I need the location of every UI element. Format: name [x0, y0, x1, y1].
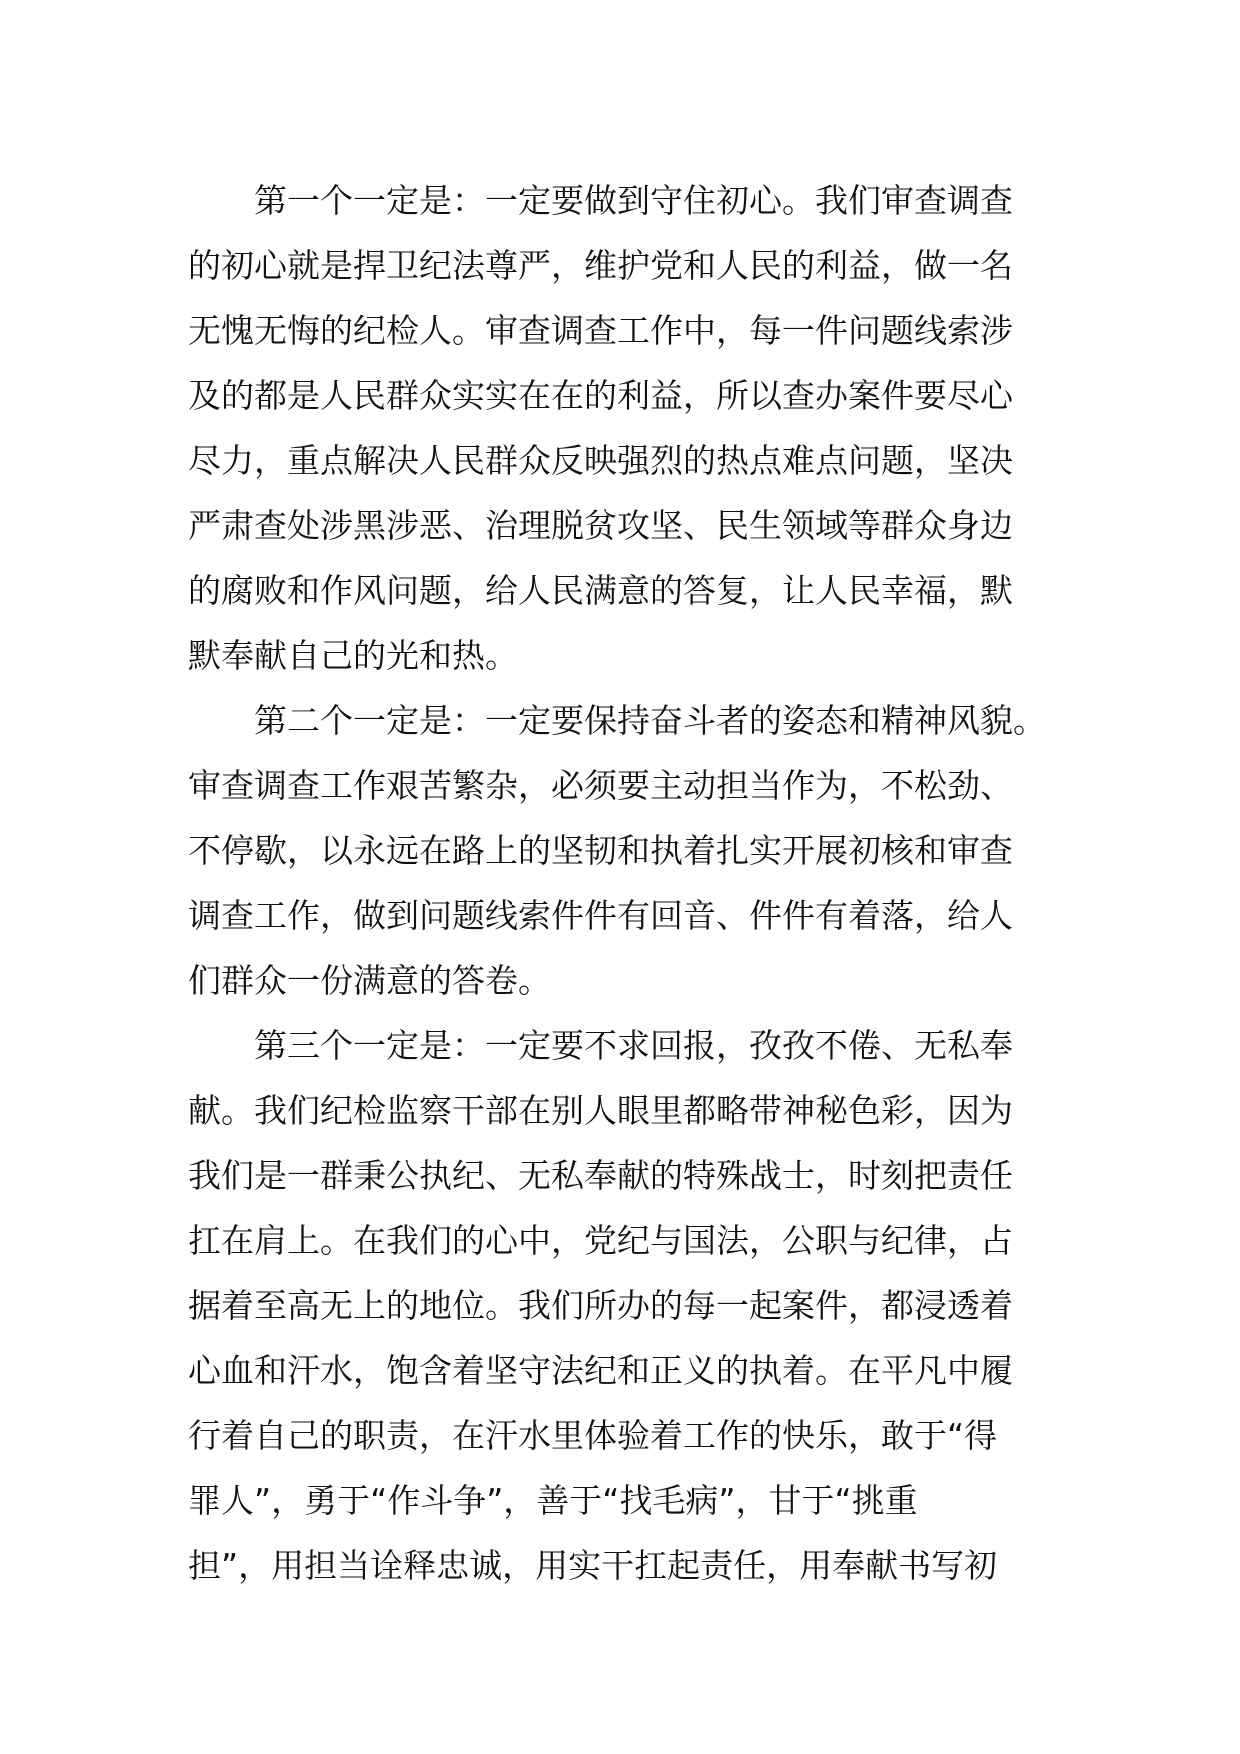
- paragraph-1-line-2: 的初心就是捍卫纪法尊严，维护党和人民的利益，做一名: [188, 246, 1013, 285]
- document-body: [188, 168, 1064, 1598]
- paragraph-1-line-8: 默奉献自己的光和热。: [188, 636, 518, 675]
- paragraph-3-line-2: 献。我们纪检监察干部在别人眼里都略带神秘色彩，因为: [188, 1091, 1013, 1130]
- paragraph-2-line-2: 审查调查工作艰苦繁杂，必须要主动担当作为，不松劲、: [188, 766, 1013, 805]
- paragraph-3-line-4: 扛在肩上。在我们的心中，党纪与国法，公职与纪律，占: [188, 1221, 1013, 1260]
- paragraph-3-line-1: 第三个一定是：一定要不求回报，孜孜不倦、无私奉: [254, 1026, 1013, 1065]
- paragraph-3-line-7: 行着自己的职责，在汗水里体验着工作的快乐，敢于“得: [188, 1416, 998, 1455]
- paragraph-2-line-5: 们群众一份满意的答卷。: [188, 961, 551, 1000]
- paragraph-1-line-5: 尽力，重点解决人民群众反映强烈的热点难点问题，坚决: [188, 441, 1013, 480]
- paragraph-1-line-4: 及的都是人民群众实实在在的利益，所以查办案件要尽心: [188, 376, 1013, 415]
- paragraph-3-line-3: 我们是一群秉公执纪、无私奉献的特殊战士，时刻把责任: [188, 1156, 1013, 1195]
- paragraph-2-line-1: 第二个一定是：一定要保持奋斗者的姿态和精神风貌。: [254, 701, 1046, 740]
- paragraph-2-line-3: 不停歇，以永远在路上的坚韧和执着扎实开展初核和审查: [188, 831, 1013, 870]
- paragraph-1-line-1: 第一个一定是：一定要做到守住初心。我们审查调查: [254, 181, 1013, 220]
- paragraph-3-line-8: 罪人”，勇于“作斗争”，善于“找毛病”，甘于“挑重: [188, 1481, 918, 1520]
- paragraph-3-line-9: 担”，用担当诠释忠诚，用实干扛起责任，用奉献书写初: [188, 1546, 998, 1585]
- paragraph-3-line-5: 据着至高无上的地位。我们所办的每一起案件，都浸透着: [188, 1286, 1013, 1325]
- paragraph-1-line-7: 的腐败和作风问题，给人民满意的答复，让人民幸福，默: [188, 571, 1013, 610]
- paragraph-2-line-4: 调查工作，做到问题线索件件有回音、件件有着落，给人: [188, 896, 1013, 935]
- paragraph-1-line-3: 无愧无悔的纪检人。审查调查工作中，每一件问题线索涉: [188, 311, 1013, 350]
- paragraph-1-line-6: 严肃查处涉黑涉恶、治理脱贫攻坚、民生领域等群众身边: [188, 506, 1013, 545]
- paragraph-3-line-6: 心血和汗水，饱含着坚守法纪和正义的执着。在平凡中履: [188, 1351, 1013, 1390]
